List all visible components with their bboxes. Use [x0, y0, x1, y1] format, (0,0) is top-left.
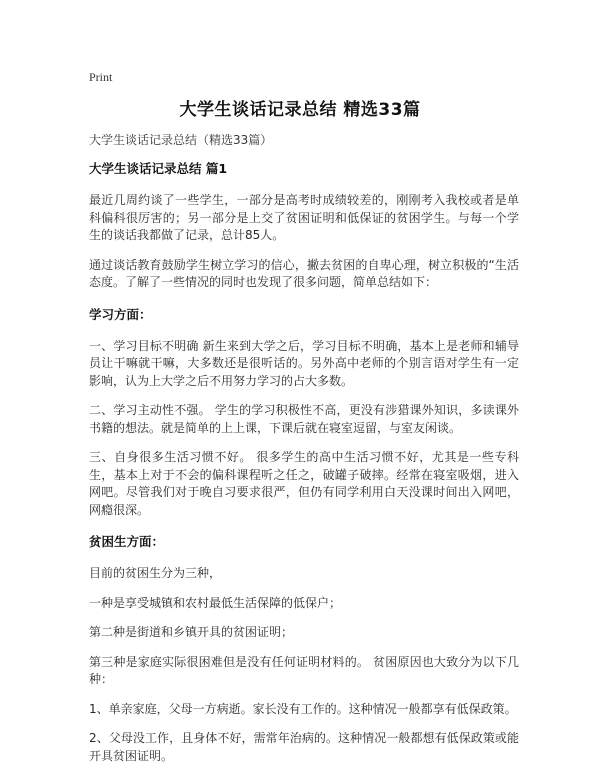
- poverty-paragraph-4: 第三种是家庭实际很困难但是没有任何证明材料的。 贫困原因也大致分为以下几种：: [89, 654, 519, 686]
- page-title: 大学生谈话记录总结 精选33篇: [179, 100, 421, 120]
- intro-paragraph-1: 最近几周约谈了一些学生，一部分是高考时成绩较差的，刚刚考入我校或者是单科偏科很厉害的；另一部分是上交了贫困证明和低保证的贫困学生。与每一个学生的谈话我都做了记录，总计85人。: [89, 193, 519, 242]
- study-paragraph-3: 三、自身很多生活习惯不好。 很多学生的高中生活习惯不好，尤其是一些专科生，基本上对于不会的偏科课程听之任之，破罐子破摔。经常在寝室吸烟，进入网吧。尽管我们对于晚自习要求很严，但仍有同学利用白天没课时间出入网吧，网瘾很深。: [89, 450, 519, 517]
- article-body: [89, 160, 519, 777]
- poverty-paragraph-6: 2、父母没工作，且身体不好，需常年治病的。这种情况一般都想有低保政策或能开具贫困证明。: [89, 731, 519, 763]
- poverty-paragraph-1: 目前的贫困生分为三种，: [89, 566, 222, 580]
- poverty-section-heading: 贫困生方面：: [89, 534, 165, 549]
- poverty-paragraph-2: 一种是享受城镇和农村最低生活保障的低保户；: [89, 595, 342, 610]
- study-section-heading: 学习方面：: [89, 306, 152, 322]
- article-heading: 大学生谈话记录总结 篇1: [89, 161, 228, 176]
- study-paragraph-1: 一、学习目标不明确 新生来到大学之后，学习目标不明确，基本上是老师和辅导员让干嘛就干嘛，大多数还是很听话的。另外高中老师的个别言语对学生有一定影响，认为上大学之后不用努力学习的占大多数。: [89, 338, 519, 388]
- study-paragraph-2: 二、学习主动性不强。 学生的学习积极性不高，更没有涉猎课外知识，多读课外书籍的想法。就是简单的上上课，下课后就在寝室逗留，与室友闲谈。: [89, 403, 519, 435]
- poverty-paragraph-3: 第二种是街道和乡镇开具的贫困证明；: [89, 625, 294, 639]
- intro-paragraph-2: 通过谈话教育鼓励学生树立学习的信心，撇去贫困的自卑心理，树立积极的“生活态度。了解了一些情况的同时也发现了很多问题，简单总结如下：: [89, 257, 519, 289]
- poverty-paragraph-5: 1、单亲家庭，父母一方病逝。家长没有工作的。这种情况一般都享有低保政策。: [89, 701, 517, 716]
- print-label: Print: [89, 70, 113, 84]
- document-subtitle: 大学生谈话记录总结（精选33篇）: [89, 133, 273, 147]
